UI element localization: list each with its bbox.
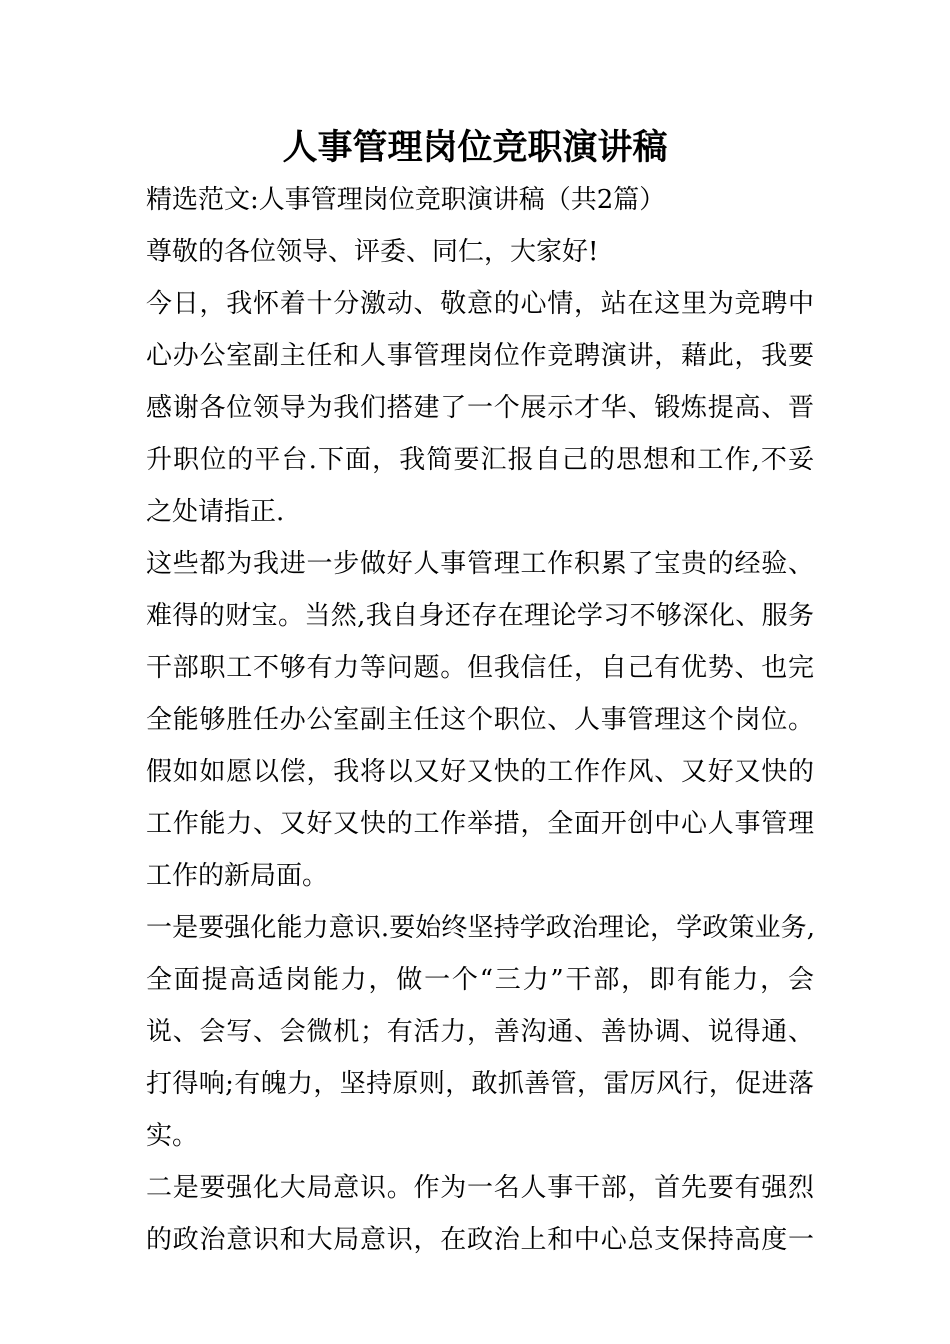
text-line: 心办公室副主任和人事管理岗位作竞聘演讲，藉此，我要 [146, 341, 814, 371]
text-line: 打得响;有魄力，坚持原则，敢抓善管，雷厉风行，促进落 [146, 1069, 814, 1099]
text-line: 工作的新局面。 [146, 861, 329, 891]
text-line: 难得的财宝。当然,我自身还存在理论学习不够深化、服务 [146, 601, 814, 631]
text-line: 全面提高适岗能力，做一个“三力”干部，即有能力，会 [146, 965, 814, 995]
text-line: 这些都为我进一步做好人事管理工作积累了宝贵的经验、 [146, 549, 814, 579]
document-title: 人事管理岗位竞职演讲稿 [282, 127, 668, 168]
text-line: 尊敬的各位领导、评委、同仁，大家好! [146, 237, 599, 267]
text-line: 说、会写、会微机；有活力，善沟通、善协调、说得通、 [146, 1017, 814, 1047]
text-line: 工作能力、又好又快的工作举措，全面开创中心人事管理 [146, 809, 814, 839]
text-line: 精选范文:人事管理岗位竞职演讲稿（共2篇） [146, 185, 666, 215]
text-line: 二是要强化大局意识。作为一名人事干部，首先要有强烈 [146, 1173, 814, 1203]
text-line: 之处请指正. [146, 497, 285, 527]
text-line: 感谢各位领导为我们搭建了一个展示才华、锻炼提高、晋 [146, 393, 814, 423]
text-line: 今日，我怀着十分激动、敬意的心情，站在这里为竞聘中 [146, 289, 814, 319]
text-line: 假如如愿以偿，我将以又好又快的工作作风、又好又快的 [146, 757, 814, 787]
text-line: 升职位的平台.下面，我简要汇报自己的思想和工作,不妥 [146, 445, 814, 475]
document-body [146, 174, 814, 1266]
text-line: 干部职工不够有力等问题。但我信任，自己有优势、也完 [146, 653, 814, 683]
text-line: 的政治意识和大局意识，在政治上和中心总支保持高度一 [146, 1225, 814, 1255]
text-line: 实。 [146, 1121, 199, 1151]
text-line: 一是要强化能力意识.要始终坚持学政治理论，学政策业务, [146, 913, 814, 943]
text-line: 全能够胜任办公室副主任这个职位、人事管理这个岗位。 [146, 705, 814, 735]
